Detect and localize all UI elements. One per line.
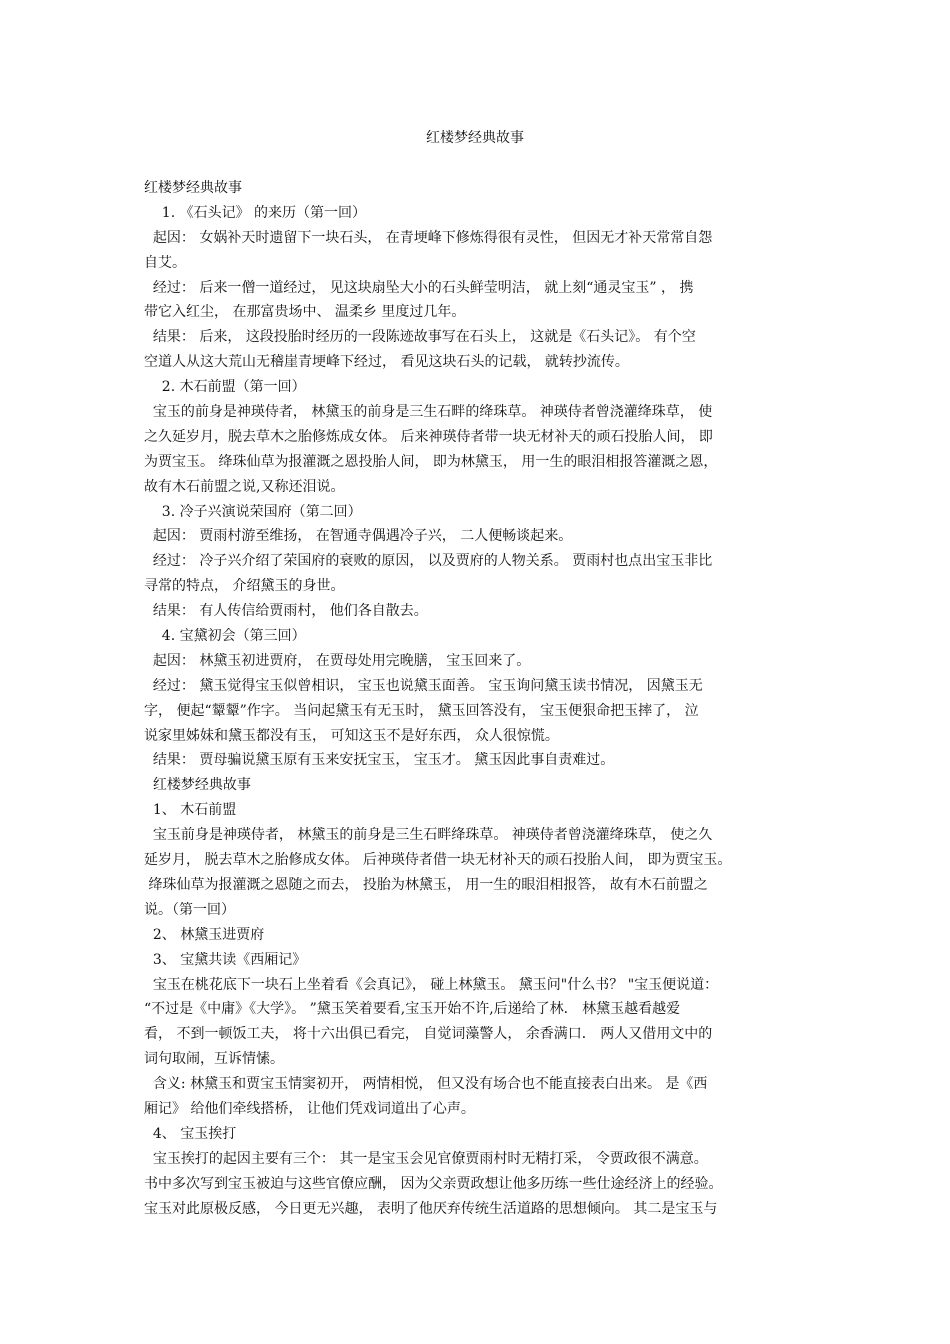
- text-line: 1、 木石前盟: [144, 802, 237, 819]
- text-line: 之久延岁月，脱去草木之胎修炼成女体。 后来神瑛侍者带一块无材补天的顽石投胎人间， 即: [144, 428, 713, 445]
- text-line: 空道人从这大荒山无稽崖青埂峰下经过， 看见这块石头的记载， 就转抄流传。: [144, 354, 629, 371]
- text-line: “不过是《中庸》《大学》。 ”黛玉笑着要看,宝玉开始不许,后递给了林． 林黛玉越看越爱: [144, 1001, 681, 1018]
- text-line: 看， 不到一顿饭工夫， 将十六出俱已看完， 自觉词藻警人， 余香满口． 两人又借用文中的: [144, 1026, 713, 1043]
- text-line: 3、 宝黛共读《西厢记》: [144, 951, 307, 968]
- text-line: 绛珠仙草为报灌溉之恩随之而去， 投胎为林黛玉， 用一生的眼泪相报答， 故有木石前盟之: [144, 876, 708, 893]
- text-line: 厢记》 给他们牵线搭桥， 让他们凭戏词道出了心声。: [144, 1100, 475, 1117]
- text-line: 宝玉挨打的起因主要有三个： 其一是宝玉会见官僚贾雨村时无精打采， 令贾政很不满意。: [144, 1150, 708, 1167]
- text-line: 3. 冷子兴演说荣国府（第二回）: [144, 503, 362, 520]
- text-line: 结果： 贾母骗说黛玉原有玉来安抚宝玉， 宝玉才。 黛玉因此事自责难过。: [144, 752, 615, 769]
- text-line: 字， 便起“颦颦”作字。 当问起黛玉有无玉时， 黛玉回答没有， 宝玉便狠命把玉摔了， 泣: [144, 702, 699, 719]
- text-line: 说。（第一回）: [144, 901, 235, 918]
- text-line: 4、 宝玉挨打: [144, 1125, 237, 1142]
- text-line: 结果： 有人传信给贾雨村， 他们各自散去。: [144, 603, 428, 620]
- text-line: 自艾。: [144, 254, 186, 271]
- text-line: 经过： 冷子兴介绍了荣国府的衰败的原因， 以及贾府的人物关系。 贾雨村也点出宝玉非比: [144, 553, 713, 570]
- text-line: 带它入红尘， 在那富贵场中、 温柔乡 里度过几年。: [144, 304, 466, 321]
- text-line: 2、 林黛玉进贾府: [144, 926, 265, 943]
- text-line: 经过： 黛玉觉得宝玉似曾相识， 宝玉也说黛玉面善。 宝玉询问黛玉读书情况， 因黛玉无: [144, 677, 703, 694]
- text-line: 起因： 女娲补天时遗留下一块石头， 在青埂峰下修炼得很有灵性， 但因无才补天常常自怨: [144, 229, 713, 246]
- text-line: 起因： 林黛玉初进贾府， 在贾母处用完晚膳， 宝玉回来了。: [144, 652, 531, 669]
- text-line: 起因： 贾雨村游至维扬， 在智通寺偶遇冷子兴， 二人便畅谈起来。: [144, 528, 573, 545]
- text-line: 延岁月， 脱去草木之胎修成女体。 后神瑛侍者借一块无材补天的顽石投胎人间， 即为贾宝玉。: [144, 852, 732, 869]
- text-line: 宝玉在桃花底下一块石上坐着看《会真记》， 碰上林黛玉。 黛玉问"什么书？ "宝玉便说道：: [144, 976, 719, 993]
- text-line: 宝玉前身是神瑛侍者， 林黛玉的前身是三生石畔绛珠草。 神瑛侍者曾浇灌绛珠草， 使之久: [144, 827, 713, 844]
- text-line: 2. 木石前盟（第一回）: [144, 379, 306, 396]
- text-line: 宝玉对此原极反感， 今日更无兴趣， 表明了他厌弃传统生活道路的思想倾向。 其二是宝玉与: [144, 1200, 718, 1217]
- text-line: 故有木石前盟之说,又称还泪说。: [144, 478, 345, 495]
- text-line: 经过： 后来一僧一道经过， 见这块扇坠大小的石头鲜莹明洁， 就上刻“通灵宝玉” ， 携: [144, 279, 694, 296]
- text-line: 宝玉的前身是神瑛侍者， 林黛玉的前身是三生石畔的绛珠草。 神瑛侍者曾浇灌绛珠草， 使: [144, 404, 713, 421]
- text-line: 词句取闹，互诉情愫。: [144, 1051, 284, 1068]
- text-line: 含义: 林黛玉和贾宝玉情窦初开， 两情相悦， 但又没有场合也不能直接表白出来。 是《西: [144, 1076, 708, 1093]
- text-line: 1. 《石头记》 的来历（第一回）: [144, 204, 367, 221]
- text-line: 说家里姊妹和黛玉都没有玉， 可知这玉不是好东西， 众人很惊慌。: [144, 727, 559, 744]
- text-line: 书中多次写到宝玉被迫与这些官僚应酬， 因为父亲贾政想让他多历练一些仕途经济上的经验。: [144, 1175, 723, 1192]
- text-line: 结果： 后来， 这段投胎时经历的一段陈迹故事写在石头上， 这就是《石头记》。 有个空: [144, 329, 696, 346]
- document-title: 红楼梦经典故事: [426, 130, 524, 146]
- document-body: [144, 176, 810, 1221]
- text-line: 4. 宝黛初会（第三回）: [144, 628, 306, 645]
- text-line: 为贾宝玉。 绛珠仙草为报灌溉之恩投胎人间， 即为林黛玉， 用一生的眼泪相报答灌溉之恩，: [144, 453, 718, 470]
- text-line: 红楼梦经典故事: [144, 180, 242, 196]
- text-line: 寻常的特点， 介绍黛玉的身世。: [144, 578, 345, 595]
- text-line: 红楼梦经典故事: [144, 777, 251, 794]
